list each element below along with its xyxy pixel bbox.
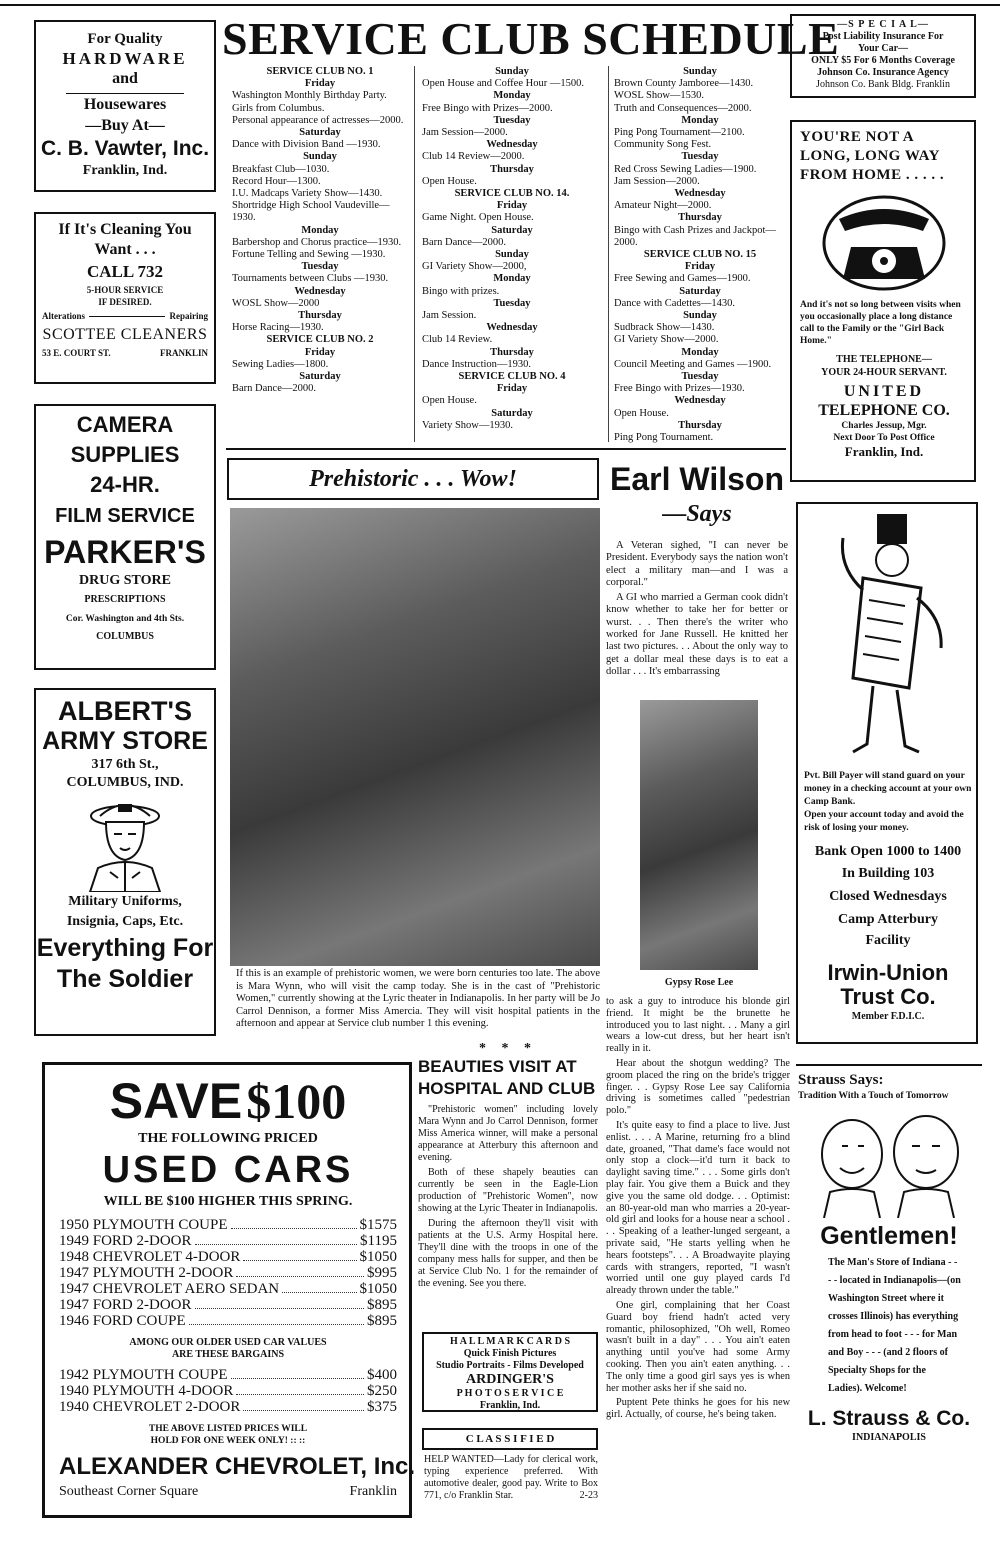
schedule-heading: SERVICE CLUB NO. 15 — [643, 249, 757, 261]
ad-body: Pvt. Bill Payer will stand guard on your money in a checking account at your own Camp Bank. — [804, 771, 972, 807]
ad-headline: Gentlemen! — [820, 1222, 958, 1250]
ad-line: COLUMBUS, IND. — [66, 775, 184, 790]
car-price-row — [59, 1313, 397, 1329]
column-paragraph: Hear about the shotgun wedding? The groom placed the ring on the bride's trigger finger. . . Gypsy Rose Lee say California driving is sometimes called "pedestrian polo." — [606, 1057, 790, 1117]
store-name: SCOTTEE CLEANERS — [42, 326, 208, 343]
save-headline — [59, 1071, 397, 1131]
ad-line: SUPPLIES — [70, 442, 180, 467]
schedule-heading: Wednesday — [294, 285, 346, 297]
car-list — [59, 1217, 397, 1329]
schedule-heading: Sunday — [683, 66, 717, 77]
schedule-heading: Monday — [493, 273, 531, 285]
feature-title: Prehistoric . . . Wow! — [309, 466, 517, 492]
ad-line: HOLD FOR ONE WEEK ONLY! :: :: — [150, 1436, 306, 1446]
dot-leader — [195, 1233, 358, 1245]
ad-line: —S P E C I A L— — [837, 19, 929, 30]
car-name: 1940 PLYMOUTH 4-DOOR — [59, 1383, 234, 1399]
car-price-row — [59, 1383, 397, 1399]
ad-line: Strauss Says: — [798, 1072, 884, 1088]
story-headline: BEAUTIES VISIT AT — [418, 1057, 577, 1076]
ad-line: Johnson Co. Insurance Agency — [817, 67, 949, 78]
dot-leader — [243, 1399, 364, 1411]
schedule-entry: Jam Session—2000. — [422, 127, 508, 139]
ad-line: Franklin, Ind. — [844, 444, 924, 459]
ad-line: PRESCRIPTIONS — [84, 594, 166, 605]
car-price-row — [59, 1281, 397, 1297]
schedule-heading: SERVICE CLUB NO. 4 — [458, 371, 566, 383]
schedule-entry: Amateur Night—2000. — [614, 200, 712, 212]
schedule-heading: Tuesday — [681, 371, 719, 383]
dot-leader — [189, 1313, 364, 1325]
photo-caption: If this is an example of prehistoric women, we were born centuries too late. The above is Mara Wynn, who will visit the camp today. She is in the cast of "Prehistoric Women," currently showing at the Lyric theater in Indianapolis. In her party will be Jo Carrol Dennison, a former Miss Amercia. They will visit hospital patients in the afternoon and appear at Service club number 1 this evening. — [236, 968, 600, 1029]
wilson-column-top — [606, 540, 788, 690]
schedule-heading: Wednesday — [674, 395, 726, 407]
schedule-entry: Club 14 Review. — [422, 334, 493, 346]
schedule-heading: Monday — [493, 90, 531, 102]
car-price: $895 — [367, 1297, 397, 1313]
ad-line: Post Liability Insurance For — [822, 31, 944, 42]
dealer-city: Franklin — [349, 1484, 397, 1499]
schedule-entry: Dance with Cadettes—1430. — [614, 297, 736, 309]
car-name: 1949 FORD 2-DOOR — [59, 1233, 192, 1249]
schedule-heading: Wednesday — [486, 139, 538, 151]
insurance-special-ad — [790, 14, 976, 98]
schedule-heading: Thursday — [298, 310, 342, 322]
ad-line: Facility — [865, 933, 911, 948]
ad-line: AMONG OUR OLDER USED CAR VALUES — [129, 1337, 327, 1348]
schedule-heading: Friday — [684, 261, 716, 273]
schedule-entry: Open House. — [422, 175, 477, 187]
wilson-column-bottom — [606, 996, 790, 1512]
schedule-entry: Barn Dance—2000. — [232, 383, 316, 395]
phone-number: CALL 732 — [86, 262, 164, 281]
mara-wynn-photo — [230, 508, 600, 966]
schedule-entry: Jam Session—2000. — [614, 175, 700, 187]
schedule-heading: Monday — [681, 346, 719, 358]
car-name: 1948 CHEVROLET 4-DOOR — [59, 1249, 241, 1265]
ad-line: FROM HOME . . . . . — [800, 167, 945, 183]
schedule-heading: SERVICE CLUB NO. 2 — [266, 334, 374, 346]
car-price: $1050 — [359, 1281, 397, 1297]
car-price: $1050 — [359, 1249, 397, 1265]
car-price-row — [59, 1367, 397, 1383]
ad-line: COLUMBUS — [96, 631, 154, 642]
ad-line: Want . . . — [94, 241, 156, 258]
two-men-illustration — [804, 1106, 974, 1218]
ad-line: HARDWARE — [62, 49, 188, 68]
car-name: 1947 PLYMOUTH 2-DOOR — [59, 1265, 234, 1281]
ad-line: IF DESIRED. — [98, 297, 152, 307]
vawter-hardware-ad — [34, 20, 216, 192]
schedule-entry: Barbershop and Chorus practice—1930. — [232, 236, 402, 248]
column-subtitle: —Says — [662, 501, 732, 527]
schedule-entry: I.U. Madcaps Variety Show—1430. — [232, 188, 383, 200]
schedule-heading: Thursday — [490, 346, 534, 358]
schedule-entry: Ping Pong Tournament—2100. — [614, 127, 745, 139]
ad-line: Tradition With a Touch of Tomorrow — [798, 1091, 949, 1101]
ad-headline-amount: $100 — [246, 1073, 347, 1129]
schedule-heading: Wednesday — [486, 322, 538, 334]
ad-line: Charles Jessup, Mgr. — [841, 421, 927, 431]
schedule-column-2 — [422, 66, 602, 442]
schedule-entry: GI Variety Show—2000, — [422, 261, 527, 273]
ad-line: Bank Open 1000 to 1400 — [814, 844, 962, 859]
ad-line: —Buy At— — [85, 117, 165, 134]
ad-line: In Building 103 — [841, 866, 935, 881]
united-telephone-ad — [790, 120, 976, 482]
ad-line: and — [112, 70, 138, 87]
ad-line: Quick Finish Pictures — [463, 1348, 557, 1359]
dot-leader — [243, 1249, 356, 1261]
bank-name: Irwin-Union — [827, 960, 949, 985]
ad-line: Housewares — [83, 96, 167, 113]
schedule-entry: Free Bingo with Prizes—2000. — [422, 102, 553, 114]
column-title: Earl Wilson — [610, 461, 784, 497]
ad-line: Camp Atterbury — [838, 912, 938, 927]
car-name: 1950 PLYMOUTH COUPE — [59, 1217, 228, 1233]
schedule-heading: Wednesday — [674, 188, 726, 200]
ad-line: ARE THESE BARGAINS — [171, 1349, 285, 1360]
dot-leader — [282, 1281, 356, 1293]
schedule-entry: Barn Dance—2000. — [422, 236, 506, 248]
schedule-heading: Saturday — [299, 127, 341, 139]
car-price: $250 — [367, 1383, 397, 1399]
schedule-heading: SERVICE CLUB NO. 1 — [266, 66, 374, 77]
story-paragraph: Both of these shapely beauties can currently be seen in the Eagle-Lion production of "Prehistoric Women", now showing at the Lyric Theater in Indianapolis. — [418, 1167, 598, 1214]
schedule-entry: Dance Instruction—1930. — [422, 358, 532, 370]
ad-line: YOUR 24-HOUR SERVANT. — [821, 367, 947, 378]
ad-line: FILM SERVICE — [55, 505, 195, 527]
car-name: 1947 FORD 2-DOOR — [59, 1297, 192, 1313]
strauss-ad — [796, 1064, 982, 1494]
prehistoric-title-box — [227, 458, 599, 500]
schedule-column-3 — [614, 66, 786, 442]
car-list — [59, 1367, 397, 1415]
store-name: PARKER'S — [44, 534, 206, 570]
scottee-cleaners-ad — [34, 212, 216, 384]
schedule-entry: Sudbrack Show—1430. — [614, 322, 715, 334]
schedule-entry: Dance with Division Band —1930. — [232, 139, 381, 151]
schedule-entry: Shortridge High School Vaudeville—1930. — [232, 200, 390, 224]
store-name: ARMY STORE — [42, 727, 208, 755]
schedule-heading: SERVICE CLUB NO. 14. — [454, 188, 570, 200]
schedule-entry: Fortune Telling and Sewing —1930. — [232, 249, 386, 261]
ad-line: FRANKLIN — [159, 348, 208, 358]
schedule-heading: Saturday — [679, 285, 721, 297]
car-price-row — [59, 1249, 397, 1265]
ad-line: 24-HR. — [90, 472, 160, 497]
company-name: TELEPHONE CO. — [818, 402, 950, 419]
schedule-entry: Horse Racing—1930. — [232, 322, 324, 334]
schedule-heading: Sunday — [683, 310, 717, 322]
story-paragraph: During the afternoon they'll visit with patients at the U.S. Army Hospital here. They'll dine with the troops in one of the company mess halls for supper, and then be at Service Club No. 1 for the remainder of the evening. See you there. — [418, 1218, 598, 1289]
schedule-heading: Thursday — [678, 212, 722, 224]
ad-headline: USED CARS — [102, 1149, 354, 1191]
schedule-entry: Club 14 Review—2000. — [422, 151, 525, 163]
ad-line: P H O T O S E R V I C E — [456, 1388, 564, 1399]
schedule-entry: Washington Monthly Birthday Party. Girls from Columbus. — [232, 90, 387, 114]
schedule-entry: Truth and Consequences—2000. — [614, 102, 752, 114]
schedule-heading: Friday — [304, 78, 336, 90]
column-paragraph: A GI who married a German cook didn't know whether to take her for better or wurst. . . Then there's the writer who worked for Jane Russell. He knitted her last two pictures. . . About the only way to get a dollar meal these days is to eat a dollar . . . It's embarrassing — [606, 592, 788, 677]
schedule-entry: Open House. — [614, 407, 669, 419]
schedule-heading: Sunday — [303, 151, 337, 163]
schedule-entry: WOSL Show—1530. — [614, 90, 705, 102]
classified-header: C L A S S I F I E D — [422, 1428, 598, 1450]
ad-headline: SAVE — [109, 1073, 243, 1129]
ad-body: The Man's Store of Indiana - - - - located in Indianapolis—(on Washington Street where it crosses Illinois) has everything from head to foot - - - for Man and Boy - - - (and 2 floors of Specialty Shops for the Ladies). Welcome! — [828, 1257, 961, 1394]
schedule-entry: Record Hour—1300. — [232, 175, 321, 187]
schedule-entry: Open House and Coffee Hour —1500. — [422, 78, 584, 90]
schedule-entry: Breakfast Club—1030. — [232, 163, 330, 175]
soldier-illustration — [70, 794, 180, 892]
schedule-entry: Game Night. Open House. — [422, 212, 534, 224]
photo-caption: Gypsy Rose Lee — [664, 977, 734, 988]
gypsy-rose-lee-photo — [640, 700, 758, 970]
ad-line: WILL BE $100 HIGHER THIS SPRING. — [103, 1194, 353, 1209]
car-price-row — [59, 1297, 397, 1313]
ad-line: Your Car— — [857, 43, 909, 54]
dot-leader — [236, 1265, 364, 1277]
ad-line: Repairing — [169, 311, 208, 321]
car-price: $995 — [367, 1265, 397, 1281]
schedule-heading: Saturday — [491, 224, 533, 236]
company-name: UNITED — [843, 383, 925, 400]
store-name: ALBERT'S — [58, 696, 192, 726]
column-paragraph: It's quite easy to find a place to live. Just enlist. . . . A Marine, returning fro a blind date, groaned, "That dame's face would not only stop a clock—it'd turn it back to daylight saving time." . . . Some girls don't play fair. You give them a Buick and they give you the same old dodge. . . Optimist: an 80-year-old man who marries a 20-year-old girl and looks for a house near a school . . . Speaking of a leather-lunged sergeant, a private said, "He starts yelling when he hears footsteps". . . A Broadwayite playing cards with strangers, reported, "I wasn't worried until one guy played cards I'd already thrown under the table." — [606, 1119, 790, 1297]
top-rule — [0, 0, 1000, 6]
ad-line: DRUG STORE — [79, 573, 171, 588]
ad-line: Alterations — [42, 311, 85, 321]
ardingers-photo-ad — [422, 1332, 598, 1412]
schedule-entry: Variety Show—1930. — [422, 419, 513, 431]
ad-line: Insignia, Caps, Etc. — [66, 914, 184, 929]
column-paragraph: One girl, complaining that her Coast Guard boy friend hadn't acted very romantic, philosophized, "Oh well, Romeo wasn't built in a day" . . . You ain't eaten anything until you've had some Army cooking. Then you ain't eaten anything. . . The only time a good girl says yes is when her mother asks her if she said no. — [606, 1299, 790, 1394]
classified-ad — [424, 1454, 598, 1518]
schedule-heading: Friday — [496, 383, 528, 395]
wilson-title — [606, 458, 788, 534]
divider — [226, 448, 786, 450]
schedule-heading: Tuesday — [681, 151, 719, 163]
schedule-heading: Tuesday — [493, 297, 531, 309]
schedule-heading: Saturday — [491, 407, 533, 419]
car-name: 1942 PLYMOUTH COUPE — [59, 1367, 228, 1383]
schedule-heading: Sunday — [495, 249, 529, 261]
ad-line: Military Uniforms, — [68, 894, 182, 909]
schedule-entry: Tournaments between Clubs —1930. — [232, 273, 389, 285]
irwin-union-bank-ad — [796, 502, 978, 1044]
car-price: $375 — [367, 1399, 397, 1415]
ad-line: Franklin, Ind. — [82, 163, 168, 178]
store-name: L. Strauss & Co. — [807, 1407, 971, 1430]
column-paragraph: to ask a guy to introduce his blonde girl friend. It might be the brunette he introduced you to last night. . . Many a girl wears a low-cut dress, but her heart isn't really in it. — [606, 996, 790, 1055]
schedule-heading: Tuesday — [301, 261, 339, 273]
schedule-entry: Personal appearance of actresses—2000. — [232, 114, 404, 126]
store-name: ARDINGER'S — [466, 1372, 554, 1387]
schedule-heading: Monday — [681, 114, 719, 126]
ad-line: H A L L M A R K C A R D S — [449, 1336, 571, 1347]
ad-line: 5-HOUR SERVICE — [86, 285, 164, 295]
schedule-heading: Monday — [301, 224, 339, 236]
car-price-row — [59, 1399, 397, 1415]
ad-line: If It's Cleaning You — [58, 221, 192, 238]
schedule-entry: Council Meeting and Games —1900. — [614, 358, 772, 370]
car-price-row — [59, 1233, 397, 1249]
bank-name: Trust Co. — [840, 984, 936, 1009]
car-name: 1947 CHEVROLET AERO SEDAN — [59, 1281, 280, 1297]
car-name: 1940 CHEVROLET 2-DOOR — [59, 1399, 241, 1415]
ad-line: THE TELEPHONE— — [836, 354, 932, 365]
ad-line: Johnson Co. Bank Bldg. Franklin — [816, 79, 950, 90]
divider — [414, 66, 415, 442]
schedule-heading: Thursday — [678, 419, 722, 431]
car-price: $1575 — [359, 1217, 397, 1233]
parker-drug-ad — [34, 404, 216, 670]
slogan: The Soldier — [56, 965, 194, 993]
ad-line: Franklin, Ind. — [479, 1400, 541, 1411]
dot-leader — [236, 1383, 364, 1395]
schedule-entry: WOSL Show—2000 — [232, 297, 320, 309]
ad-line: ONLY $5 For 6 Months Coverage — [811, 55, 955, 66]
schedule-column-1 — [232, 66, 408, 442]
divider — [608, 66, 609, 442]
dot-leader — [231, 1217, 357, 1229]
column-paragraph: A Veteran sighed, "I can never be President. Everybody says the nation won't elect a military man—and I was a corporal." — [606, 540, 788, 588]
ad-line: Next Door To Post Office — [833, 433, 935, 443]
dot-leader — [195, 1297, 364, 1309]
story-paragraph: "Prehistoric women" including lovely Mara Wynn and Jo Carrol Dennison, former Miss America winner, will make a personal appearance at Atterbury this afternoon and evening. — [418, 1104, 598, 1163]
schedule-heading: Friday — [304, 346, 336, 358]
schedule-heading: Sunday — [495, 66, 529, 77]
column-paragraph: Puptent Pete thinks he goes for his new girl. Actually, of course, he's being taken. — [606, 1397, 790, 1421]
car-price: $1195 — [360, 1233, 397, 1249]
schedule-entry: Ping Pong Tournament. — [614, 432, 714, 444]
schedule-heading: Friday — [496, 200, 528, 212]
alexander-chevrolet-ad — [42, 1062, 416, 1518]
ad-line: LONG, LONG WAY — [800, 148, 940, 164]
schedule-entry: Bingo with Cash Prizes and Jackpot—2000. — [614, 224, 776, 248]
schedule-entry: Red Cross Sewing Ladies—1900. — [614, 163, 757, 175]
schedule-entry: Brown County Jamboree—1430. — [614, 78, 754, 90]
beauties-story — [418, 1056, 598, 1324]
dealer-name: ALEXANDER CHEVROLET, Inc. — [59, 1453, 416, 1480]
schedule-heading: Tuesday — [493, 114, 531, 126]
classified-text: HELP WANTED—Lady for clerical work, typing experience preferred. With automotive dealer, good pay. Write to Box 771, c/o Franklin Star. — [424, 1454, 598, 1501]
car-price: $400 — [367, 1367, 397, 1383]
ad-line: 53 E. COURT ST. — [42, 348, 111, 358]
ad-line: Closed Wednesdays — [829, 889, 947, 904]
ad-line: For Quality — [87, 31, 163, 47]
ad-line: Member F.D.I.C. — [851, 1011, 925, 1022]
story-headline: HOSPITAL AND CLUB — [418, 1079, 596, 1098]
schedule-entry: GI Variety Show—2000. — [614, 334, 719, 346]
car-name: 1946 FORD COUPE — [59, 1313, 186, 1329]
dot-leader — [231, 1367, 364, 1379]
car-price-row — [59, 1265, 397, 1281]
ad-line: YOU'RE NOT A — [800, 129, 915, 145]
ad-line: THE ABOVE LISTED PRICES WILL — [148, 1424, 308, 1434]
bill-payer-illustration — [813, 508, 963, 758]
car-price: $895 — [367, 1313, 397, 1329]
schedule-heading: Saturday — [299, 371, 341, 383]
page-title: SERVICE CLUB SCHEDULE — [222, 13, 840, 64]
schedule-entry: Bingo with prizes. — [422, 285, 500, 297]
ad-line: CAMERA — [76, 412, 174, 437]
schedule-entry: Free Sewing and Games—1900. — [614, 273, 751, 285]
ad-line: Cor. Washington and 4th Sts. — [65, 614, 185, 624]
schedule-entry: Jam Session. — [422, 310, 477, 322]
store-name: C. B. Vawter, Inc. — [40, 137, 210, 160]
schedule-entry: Free Bingo with Prizes—1930. — [614, 383, 745, 395]
schedule-entry: Sewing Ladies—1800. — [232, 358, 329, 370]
telephone-icon — [819, 189, 949, 293]
separator-stars: * * * — [479, 1041, 537, 1056]
ad-body: Open your account today and avoid the risk of losing your money. — [804, 810, 964, 833]
schedule-entry: Community Song Fest. — [614, 139, 712, 151]
ad-body: And it's not so long between visits when you occasionally place a long distance call to the Family or the "Girl Back Home." — [800, 300, 961, 346]
ad-line: Studio Portraits - Films Developed — [436, 1360, 584, 1371]
ad-line: 317 6th St., — [91, 757, 159, 772]
ad-line: THE FOLLOWING PRICED — [138, 1131, 318, 1146]
ad-line: INDIANAPOLIS — [852, 1432, 926, 1443]
schedule-heading: Thursday — [490, 163, 534, 175]
classified-date: 2-23 — [579, 1490, 598, 1501]
car-price-row — [59, 1217, 397, 1233]
schedule-entry: Open House. — [422, 395, 477, 407]
dealer-address: Southeast Corner Square — [59, 1484, 199, 1499]
alberts-army-store-ad — [34, 688, 216, 1036]
slogan: Everything For — [36, 934, 214, 962]
